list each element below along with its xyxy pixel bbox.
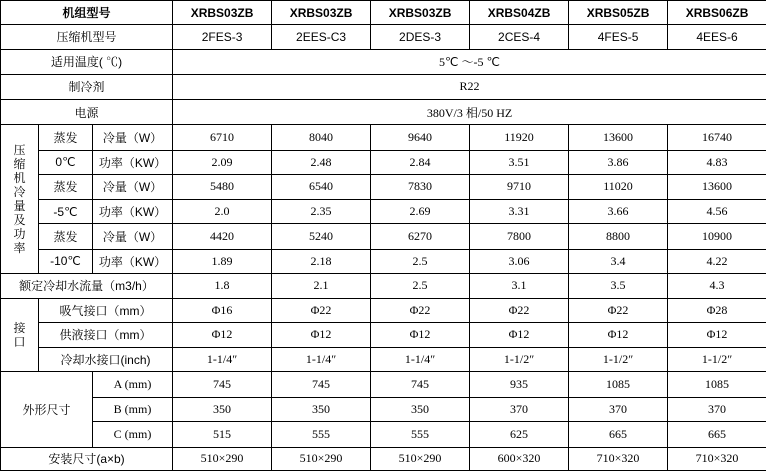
power-cell: 2.48 (272, 150, 371, 174)
power-supply-value: 380V/3 相/50 HZ (173, 100, 766, 125)
temp-label: -5℃ (39, 200, 93, 224)
power-cell: 4.56 (668, 200, 766, 224)
install-cell: 510×290 (371, 447, 470, 470)
suction-cell: Φ22 (569, 299, 668, 323)
cooling-cell: 6540 (272, 174, 371, 199)
power-label: 功率（KW） (93, 249, 173, 273)
dimension-row (1, 422, 766, 447)
install-cell: 710×320 (569, 447, 668, 470)
water-connection-cell: 1-1/2″ (569, 347, 668, 371)
cooling-cell: 9640 (371, 125, 470, 150)
power-cell: 2.0 (173, 200, 272, 224)
power-cell: 4.22 (668, 249, 766, 273)
suction-cell: Φ16 (173, 299, 272, 323)
power-cell: 3.4 (569, 249, 668, 273)
connection-row (1, 299, 766, 323)
suction-cell: Φ28 (668, 299, 766, 323)
install-cell: 510×290 (173, 447, 272, 470)
power-cell: 2.84 (371, 150, 470, 174)
model-header: XRBS04ZB (470, 1, 569, 25)
cooling-cell: 6710 (173, 125, 272, 150)
power-cell: 3.86 (569, 150, 668, 174)
model-header: XRBS03ZB (371, 1, 470, 25)
compressor-cell: 4EES-6 (668, 25, 766, 49)
liquid-cell: Φ12 (470, 323, 569, 347)
dim-a-cell: 745 (371, 371, 470, 397)
power-cell: 2.18 (272, 249, 371, 273)
dim-a-cell: 1085 (569, 371, 668, 397)
dimension-row (1, 371, 766, 397)
power-supply-row (1, 100, 766, 125)
temp-label: -10℃ (39, 249, 93, 273)
dim-a-cell: 745 (272, 371, 371, 397)
water-connection-cell: 1-1/4″ (371, 347, 470, 371)
liquid-cell: Φ12 (371, 323, 470, 347)
water-connection-cell: 1-1/4″ (173, 347, 272, 371)
dimension-row (1, 398, 766, 422)
cooling-cell: 13600 (668, 174, 766, 199)
suction-cell: Φ22 (470, 299, 569, 323)
water-flow-cell: 3.5 (569, 273, 668, 298)
water-connection-cell: 1-1/2″ (668, 347, 766, 371)
ambient-row (1, 49, 766, 74)
model-header: XRBS05ZB (569, 1, 668, 25)
connections-group-text: 接口 (13, 320, 26, 349)
cooling-cell: 10900 (668, 224, 766, 249)
capacity-group-label (1, 125, 39, 274)
dimensions-group-label: 外形尺寸 (1, 371, 93, 447)
capacity-group-text: 压缩机冷量及功率 (13, 143, 26, 256)
dim-c-cell: 665 (668, 422, 766, 447)
water-flow-cell: 2.1 (272, 273, 371, 298)
cooling-label: 冷量（W） (93, 174, 173, 199)
water-flow-cell: 3.1 (470, 273, 569, 298)
compressor-cell: 4FES-5 (569, 25, 668, 49)
dim-a-label: A (mm) (93, 371, 173, 397)
dim-c-cell: 665 (569, 422, 668, 447)
connection-row (1, 323, 766, 347)
water-flow-cell: 4.3 (668, 273, 766, 298)
ambient-value: 5℃ ～-5 ℃ (173, 49, 766, 74)
water-connection-label: 冷却水接口(inch) (39, 347, 173, 371)
dim-a-cell: 935 (470, 371, 569, 397)
power-cell: 2.35 (272, 200, 371, 224)
cooling-cell: 9710 (470, 174, 569, 199)
power-cell: 2.09 (173, 150, 272, 174)
dim-b-cell: 350 (173, 398, 272, 422)
header-row (1, 1, 766, 25)
dim-b-label: B (mm) (93, 398, 173, 422)
compressor-cell: 2CES-4 (470, 25, 569, 49)
power-label: 功率（KW） (93, 200, 173, 224)
capacity-row (1, 224, 766, 249)
dim-c-cell: 555 (272, 422, 371, 447)
capacity-row (1, 200, 766, 224)
evap-label: 蒸发 (39, 125, 93, 150)
install-label: 安装尺寸(a×b) (1, 447, 173, 470)
compressor-label: 压缩机型号 (1, 25, 173, 49)
ambient-label: 适用温度( ℃) (1, 49, 173, 74)
power-cell: 2.5 (371, 249, 470, 273)
dim-c-label: C (mm) (93, 422, 173, 447)
suction-label: 吸气接口（mm） (39, 299, 173, 323)
capacity-row (1, 125, 766, 150)
dim-b-cell: 370 (569, 398, 668, 422)
liquid-label: 供液接口（mm） (39, 323, 173, 347)
connections-group-label (1, 299, 39, 372)
power-supply-label: 电源 (1, 100, 173, 125)
cooling-cell: 16740 (668, 125, 766, 150)
model-header: XRBS03ZB (173, 1, 272, 25)
dim-b-cell: 370 (668, 398, 766, 422)
dim-c-cell: 515 (173, 422, 272, 447)
model-header: XRBS03ZB (272, 1, 371, 25)
model-header: XRBS06ZB (668, 1, 766, 25)
install-cell: 600×320 (470, 447, 569, 470)
power-cell: 3.66 (569, 200, 668, 224)
compressor-cell: 2EES-C3 (272, 25, 371, 49)
water-flow-label: 额定冷却水流量（m3/h） (1, 273, 173, 298)
power-cell: 3.06 (470, 249, 569, 273)
power-cell: 1.89 (173, 249, 272, 273)
dim-b-cell: 350 (272, 398, 371, 422)
compressor-cell: 2DES-3 (371, 25, 470, 49)
cooling-cell: 7830 (371, 174, 470, 199)
dim-b-cell: 350 (371, 398, 470, 422)
install-row (1, 447, 766, 470)
water-connection-cell: 1-1/4″ (272, 347, 371, 371)
water-flow-cell: 2.5 (371, 273, 470, 298)
model-label: 机组型号 (1, 1, 173, 25)
dim-c-cell: 625 (470, 422, 569, 447)
dim-a-cell: 745 (173, 371, 272, 397)
liquid-cell: Φ12 (272, 323, 371, 347)
suction-cell: Φ22 (272, 299, 371, 323)
compressor-cell: 2FES-3 (173, 25, 272, 49)
power-cell: 2.69 (371, 200, 470, 224)
power-cell: 3.51 (470, 150, 569, 174)
power-label: 功率（KW） (93, 150, 173, 174)
water-flow-cell: 1.8 (173, 273, 272, 298)
dim-c-cell: 555 (371, 422, 470, 447)
dim-b-cell: 370 (470, 398, 569, 422)
compressor-row (1, 25, 766, 49)
liquid-cell: Φ12 (173, 323, 272, 347)
cooling-cell: 8040 (272, 125, 371, 150)
cooling-cell: 11920 (470, 125, 569, 150)
install-cell: 710×320 (668, 447, 766, 470)
liquid-cell: Φ12 (569, 323, 668, 347)
cooling-cell: 4420 (173, 224, 272, 249)
refrigerant-label: 制冷剂 (1, 74, 173, 99)
cooling-cell: 5240 (272, 224, 371, 249)
install-cell: 510×290 (272, 447, 371, 470)
cooling-cell: 5480 (173, 174, 272, 199)
cooling-cell: 6270 (371, 224, 470, 249)
cooling-cell: 7800 (470, 224, 569, 249)
capacity-row (1, 249, 766, 273)
suction-cell: Φ22 (371, 299, 470, 323)
temp-label: 0℃ (39, 150, 93, 174)
liquid-cell: Φ12 (668, 323, 766, 347)
refrigerant-row (1, 74, 766, 99)
dim-a-cell: 1085 (668, 371, 766, 397)
refrigerant-value: R22 (173, 74, 766, 99)
water-flow-row (1, 273, 766, 298)
cooling-label: 冷量（W） (93, 125, 173, 150)
cooling-cell: 13600 (569, 125, 668, 150)
evap-label: 蒸发 (39, 224, 93, 249)
cooling-label: 冷量（W） (93, 224, 173, 249)
power-cell: 4.83 (668, 150, 766, 174)
capacity-row (1, 174, 766, 199)
power-cell: 3.31 (470, 200, 569, 224)
cooling-cell: 8800 (569, 224, 668, 249)
capacity-row (1, 150, 766, 174)
cooling-cell: 11020 (569, 174, 668, 199)
evap-label: 蒸发 (39, 174, 93, 199)
water-connection-cell: 1-1/2″ (470, 347, 569, 371)
connection-row (1, 347, 766, 371)
